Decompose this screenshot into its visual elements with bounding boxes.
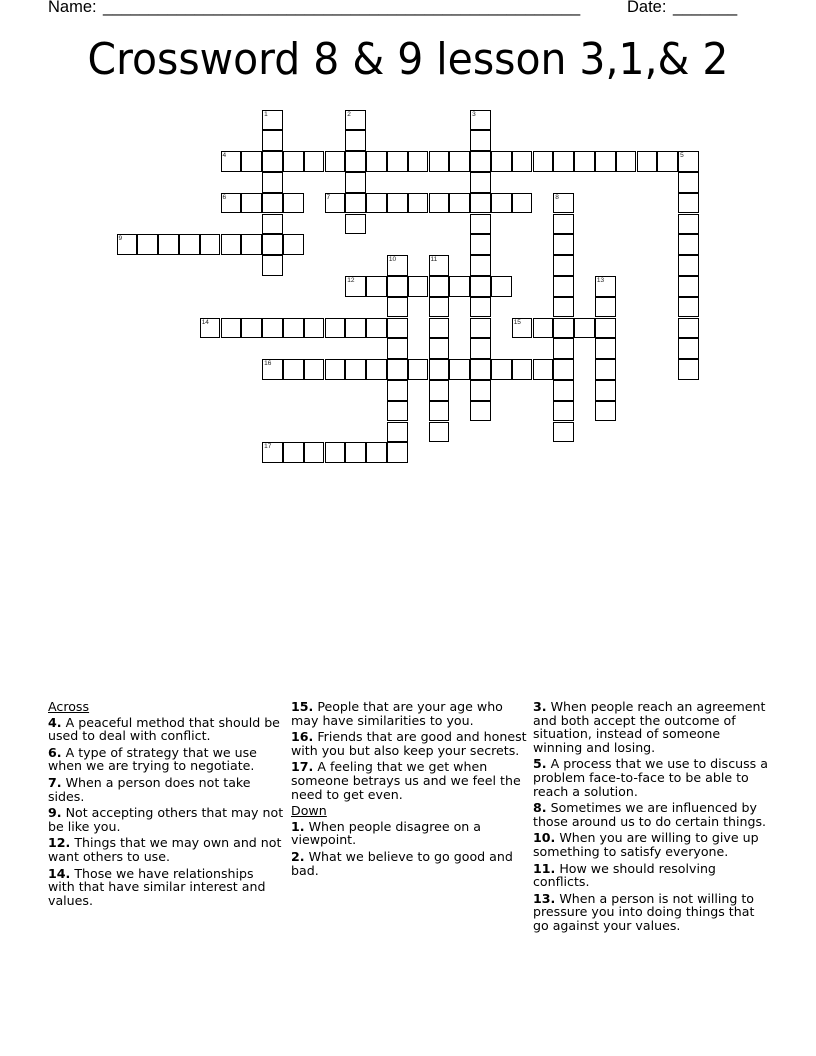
crossword-cell[interactable]	[387, 442, 408, 463]
crossword-cell[interactable]	[387, 318, 408, 339]
crossword-cell[interactable]	[491, 193, 512, 214]
crossword-cell[interactable]	[574, 318, 595, 339]
crossword-cell[interactable]	[595, 276, 616, 297]
crossword-cell[interactable]	[470, 255, 491, 276]
crossword-cell[interactable]	[304, 359, 325, 380]
crossword-cell[interactable]	[470, 172, 491, 193]
crossword-cell[interactable]	[678, 338, 699, 359]
crossword-cell[interactable]	[429, 318, 450, 339]
crossword-cell[interactable]	[449, 276, 470, 297]
clue-text: Things that we may own and not want others to use.	[48, 835, 282, 864]
clue-text: A peaceful method that should be used to deal with conflict.	[48, 714, 280, 744]
clue-number: 3.	[533, 699, 547, 714]
crossword-cell[interactable]	[387, 380, 408, 401]
crossword-cell[interactable]	[345, 359, 366, 380]
crossword-cell[interactable]	[366, 442, 387, 463]
crossword-cell[interactable]	[366, 359, 387, 380]
clue-number-label: 2	[347, 110, 351, 118]
crossword-cell[interactable]	[470, 380, 491, 401]
crossword-cell[interactable]	[387, 193, 408, 214]
clue-down-10	[533, 831, 769, 858]
crossword-cell[interactable]	[345, 110, 366, 131]
clues-column-3	[533, 700, 769, 936]
clue-text: A feeling that we get when someone betrays us and we feel the need to get even.	[291, 759, 521, 802]
clue-text: When you are willing to give up something to satisfy everyone.	[533, 830, 759, 859]
crossword-cell[interactable]	[553, 380, 574, 401]
clue-text: Sometimes we are influenced by those around us to do certain things.	[533, 800, 767, 829]
clue-number-label: 7	[326, 193, 331, 201]
crossword-cell[interactable]	[470, 130, 491, 151]
clue-text: When people reach an agreement and both accept the outcome of situation, instead of someone winning and losing.	[533, 699, 766, 755]
crossword-cell[interactable]	[262, 234, 283, 255]
crossword-cell[interactable]	[678, 172, 699, 193]
crossword-cell[interactable]	[429, 276, 450, 297]
crossword-cell[interactable]	[221, 151, 242, 172]
crossword-cell[interactable]	[387, 151, 408, 172]
crossword-cell[interactable]	[325, 151, 346, 172]
crossword-cell[interactable]	[595, 401, 616, 422]
crossword-cell[interactable]	[595, 318, 616, 339]
clue-text: Friends that are good and honest with you but also keep your secrets.	[291, 729, 527, 758]
crossword-cell[interactable]	[283, 318, 304, 339]
crossword-cell[interactable]	[221, 234, 242, 255]
crossword-cell[interactable]	[429, 359, 450, 380]
crossword-cell[interactable]	[345, 130, 366, 151]
crossword-cell[interactable]	[429, 401, 450, 422]
crossword-cell[interactable]	[262, 359, 283, 380]
clue-number-label: 3	[472, 110, 476, 118]
crossword-cell[interactable]	[470, 110, 491, 131]
crossword-cell[interactable]	[262, 151, 283, 172]
crossword-cell[interactable]	[449, 151, 470, 172]
crossword-cell[interactable]	[241, 151, 262, 172]
clue-text: When people disagree on a viewpoint.	[291, 818, 482, 848]
crossword-cell[interactable]	[325, 193, 346, 214]
crossword-cell[interactable]	[678, 297, 699, 318]
crossword-cell[interactable]	[553, 255, 574, 276]
crossword-cell[interactable]	[262, 255, 283, 276]
crossword-cell[interactable]	[470, 151, 491, 172]
clue-number: 9.	[48, 805, 62, 821]
clue-number-label: 16	[264, 360, 272, 368]
name-label: Name:	[48, 0, 97, 16]
clue-number-label: 10	[388, 256, 397, 264]
crossword-cell[interactable]	[387, 338, 408, 359]
crossword-cell[interactable]	[345, 442, 366, 463]
crossword-cell[interactable]	[429, 255, 450, 276]
clue-down-8	[533, 801, 769, 828]
name-field[interactable]: ____________________________________________________	[103, 0, 581, 16]
crossword-cell[interactable]	[283, 359, 304, 380]
crossword-cell[interactable]	[553, 193, 574, 214]
crossword-cell[interactable]	[283, 442, 304, 463]
clue-text: What we believe to go good and bad.	[291, 848, 513, 878]
clue-number: 4.	[48, 714, 62, 730]
clue-number: 11.	[533, 860, 556, 876]
crossword-cell[interactable]	[553, 359, 574, 380]
crossword-cell[interactable]	[491, 359, 512, 380]
crossword-cell[interactable]	[574, 151, 595, 172]
crossword-cell[interactable]	[637, 151, 658, 172]
crossword-cell[interactable]	[283, 151, 304, 172]
date-label: Date:	[627, 0, 667, 16]
crossword-cell[interactable]	[262, 318, 283, 339]
crossword-cell[interactable]	[491, 151, 512, 172]
clue-number-label: 9	[118, 235, 123, 243]
clue-number: 12.	[48, 835, 71, 851]
clue-across-12	[48, 836, 284, 863]
clue-number-label: 1	[264, 110, 268, 118]
crossword-cell[interactable]	[678, 276, 699, 297]
crossword-cell[interactable]	[408, 359, 429, 380]
clue-down-11	[533, 862, 769, 889]
crossword-cell[interactable]	[408, 276, 429, 297]
clue-number-label: 15	[513, 318, 521, 326]
crossword-cell[interactable]	[429, 151, 450, 172]
clue-number-label: 4	[222, 152, 227, 160]
down-heading-label: Down	[291, 803, 327, 819]
crossword-cell[interactable]	[366, 318, 387, 339]
crossword-cell[interactable]	[387, 297, 408, 318]
crossword-cell[interactable]	[241, 193, 262, 214]
crossword-cell[interactable]	[366, 151, 387, 172]
clue-number: 8.	[533, 800, 547, 816]
crossword-cell[interactable]	[512, 151, 533, 172]
crossword-cell[interactable]	[345, 318, 366, 339]
crossword-cell[interactable]	[657, 151, 678, 172]
crossword-cell[interactable]	[512, 318, 533, 339]
clue-across-16	[291, 730, 527, 757]
crossword-cell[interactable]	[304, 442, 325, 463]
crossword-cell[interactable]	[241, 234, 262, 255]
crossword-cell[interactable]	[449, 359, 470, 380]
crossword-cell[interactable]	[595, 151, 616, 172]
clue-text: When a person is not willing to pressure you into doing things that go against your values.	[533, 890, 755, 933]
clue-number-label: 5	[680, 152, 684, 160]
clue-across-4	[48, 716, 284, 743]
clue-number-label: 11	[430, 256, 438, 264]
crossword-cell[interactable]	[470, 297, 491, 318]
crossword-cell[interactable]	[470, 401, 491, 422]
crossword-cell[interactable]	[283, 193, 304, 214]
clue-number-label: 17	[264, 443, 272, 451]
crossword-cell[interactable]	[262, 110, 283, 131]
crossword-cell[interactable]	[387, 255, 408, 276]
clue-across-14	[48, 867, 284, 908]
clue-down-2	[291, 850, 527, 877]
crossword-cell[interactable]	[533, 359, 554, 380]
clue-number-label: 12	[347, 276, 355, 284]
clue-number-label: 13	[596, 276, 605, 284]
clue-down-1	[291, 820, 527, 847]
crossword-cell[interactable]	[595, 338, 616, 359]
crossword-cell[interactable]	[408, 193, 429, 214]
clue-text: Those we have relationships with that have similar interest and values.	[48, 865, 266, 908]
crossword-cell[interactable]	[678, 359, 699, 380]
crossword-cell[interactable]	[678, 318, 699, 339]
crossword-cell[interactable]	[512, 193, 533, 214]
clue-number: 14.	[48, 865, 71, 881]
crossword-cell[interactable]	[345, 172, 366, 193]
crossword-cell[interactable]	[553, 338, 574, 359]
crossword-cell[interactable]	[262, 172, 283, 193]
crossword-cell[interactable]	[262, 193, 283, 214]
clue-across-9	[48, 806, 284, 833]
crossword-cell[interactable]	[470, 276, 491, 297]
crossword-cell[interactable]	[512, 359, 533, 380]
crossword-cell[interactable]	[345, 276, 366, 297]
crossword-cell[interactable]	[470, 359, 491, 380]
crossword-cell[interactable]	[325, 318, 346, 339]
clue-text: A type of strategy that we use when we are trying to negotiate.	[48, 744, 257, 774]
date-field[interactable]: _______	[673, 0, 738, 16]
crossword-cell[interactable]	[387, 359, 408, 380]
crossword-cell[interactable]	[616, 151, 637, 172]
crossword-cell[interactable]	[470, 214, 491, 235]
crossword-cell[interactable]	[533, 318, 554, 339]
crossword-cell[interactable]	[553, 422, 574, 443]
crossword-cell[interactable]	[158, 234, 179, 255]
crossword-cell[interactable]	[491, 276, 512, 297]
crossword-cell[interactable]	[366, 276, 387, 297]
crossword-cell[interactable]	[595, 380, 616, 401]
clue-text: How we should resolving conflicts.	[533, 860, 716, 890]
crossword-cell[interactable]	[304, 151, 325, 172]
clue-down-13	[533, 892, 769, 933]
crossword-cell[interactable]	[137, 234, 158, 255]
crossword-cell[interactable]	[678, 193, 699, 214]
crossword-cell[interactable]	[678, 234, 699, 255]
crossword-cell[interactable]	[595, 359, 616, 380]
crossword-cell[interactable]	[262, 214, 283, 235]
crossword-cell[interactable]	[325, 442, 346, 463]
crossword-cell[interactable]	[221, 193, 242, 214]
crossword-cell[interactable]	[262, 442, 283, 463]
clue-number: 10.	[533, 830, 556, 846]
across-heading-label: Across	[48, 699, 90, 714]
crossword-cell[interactable]	[470, 318, 491, 339]
crossword-cell[interactable]	[553, 151, 574, 172]
clue-number-label: 14	[201, 318, 209, 326]
crossword-cell[interactable]	[429, 297, 450, 318]
crossword-grid	[0, 0, 816, 520]
crossword-cell[interactable]	[470, 234, 491, 255]
clue-text: Not accepting others that may not be like you.	[48, 805, 284, 834]
clue-text: A process that we use to discuss a problem face-to-face to be able to reach a solution.	[533, 756, 768, 799]
crossword-cell[interactable]	[200, 234, 221, 255]
clue-across-15	[291, 700, 527, 727]
crossword-cell[interactable]	[553, 318, 574, 339]
crossword-cell[interactable]	[366, 193, 387, 214]
crossword-cell[interactable]	[387, 276, 408, 297]
crossword-cell[interactable]	[470, 193, 491, 214]
crossword-cell[interactable]	[200, 318, 221, 339]
clue-text: People that are your age who may have similarities to you.	[291, 699, 503, 728]
clue-number: 13.	[533, 890, 556, 906]
crossword-cell[interactable]	[449, 193, 470, 214]
crossword-cell[interactable]	[221, 318, 242, 339]
crossword-cell[interactable]	[179, 234, 200, 255]
clue-number: 2.	[291, 848, 305, 864]
crossword-cell[interactable]	[117, 234, 138, 255]
clue-across-7	[48, 776, 284, 803]
clue-down-3	[533, 700, 769, 754]
crossword-cell[interactable]	[262, 130, 283, 151]
clue-text: When a person does not take sides.	[48, 774, 251, 804]
clue-across-6	[48, 746, 284, 773]
crossword-cell[interactable]	[553, 297, 574, 318]
clue-number: 17.	[291, 759, 314, 775]
clue-number-label: 6	[222, 193, 227, 201]
crossword-cell[interactable]	[345, 214, 366, 235]
clues-column-2	[291, 700, 527, 880]
clue-number: 6.	[48, 744, 62, 760]
clue-number: 5.	[533, 756, 547, 772]
crossword-cell[interactable]	[304, 318, 325, 339]
crossword-cell[interactable]	[470, 338, 491, 359]
crossword-cell[interactable]	[678, 255, 699, 276]
crossword-cell[interactable]	[241, 318, 262, 339]
down-heading	[291, 804, 527, 818]
clue-number: 1.	[291, 818, 305, 834]
crossword-cell[interactable]	[678, 214, 699, 235]
crossword-cell[interactable]	[325, 359, 346, 380]
crossword-cell[interactable]	[345, 151, 366, 172]
crossword-cell[interactable]	[345, 193, 366, 214]
across-heading	[48, 700, 284, 714]
crossword-cell[interactable]	[387, 401, 408, 422]
crossword-cell[interactable]	[429, 193, 450, 214]
clue-number: 7.	[48, 774, 62, 790]
page-title: Crossword 8 & 9 lesson 3,1,& 2	[87, 34, 729, 85]
clue-number-label: 8	[555, 193, 559, 201]
clue-down-5	[533, 757, 769, 798]
crossword-cell[interactable]	[429, 422, 450, 443]
clue-number: 16.	[291, 729, 314, 745]
clue-across-17	[291, 760, 527, 801]
crossword-cell[interactable]	[553, 401, 574, 422]
crossword-cell[interactable]	[678, 151, 699, 172]
crossword-cell[interactable]	[553, 234, 574, 255]
crossword-cell[interactable]	[429, 380, 450, 401]
crossword-cell[interactable]	[429, 338, 450, 359]
clues-column-1	[48, 700, 284, 910]
crossword-cell[interactable]	[553, 214, 574, 235]
crossword-cell[interactable]	[533, 151, 554, 172]
crossword-cell[interactable]	[408, 151, 429, 172]
crossword-cell[interactable]	[553, 276, 574, 297]
crossword-cell[interactable]	[595, 297, 616, 318]
crossword-cell[interactable]	[387, 422, 408, 443]
clue-number: 15.	[291, 699, 314, 714]
crossword-cell[interactable]	[283, 234, 304, 255]
